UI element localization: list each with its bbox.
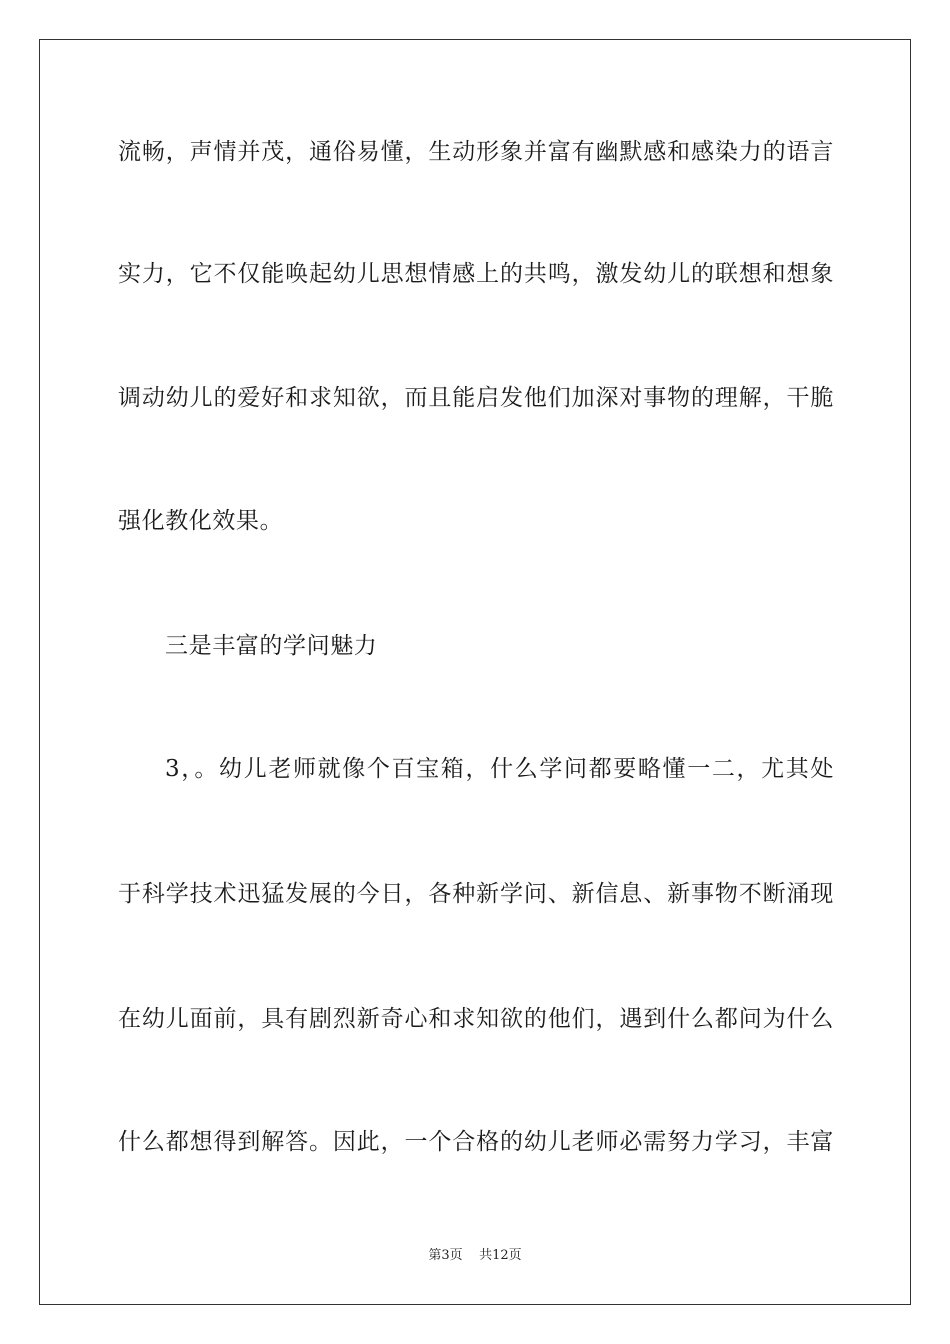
text-line-9: 什么都想得到解答。因此，一个合格的幼儿老师必需努力学习，丰富 [118, 1129, 834, 1155]
text-line-2: 实力，它不仅能唤起幼儿思想情感上的共鸣，激发幼儿的联想和想象 [118, 261, 834, 287]
text-line-4: 强化教化效果。 [118, 508, 284, 534]
page-border [39, 39, 911, 1305]
page-number: 第3页 [428, 1248, 463, 1263]
page-footer [0, 1248, 950, 1264]
text-line-8: 在幼儿面前，具有剧烈新奇心和求知欲的他们，遇到什么都问为什么 [118, 1006, 834, 1032]
text-line-1: 流畅，声情并茂，通俗易懂，生动形象并富有幽默感和感染力的语言 [118, 139, 834, 165]
page-total: 共12页 [479, 1248, 522, 1263]
text-line-7: 于科学技术迅猛发展的今日，各种新学问、新信息、新事物不断涌现 [118, 881, 834, 907]
text-line-6: 3，。幼儿老师就像个百宝箱，什么学问都要略懂一二，尤其处 [165, 756, 834, 782]
text-line-3: 调动幼儿的爱好和求知欲，而且能启发他们加深对事物的理解，干脆 [118, 385, 834, 411]
section-heading: 三是丰富的学问魅力 [165, 633, 378, 659]
